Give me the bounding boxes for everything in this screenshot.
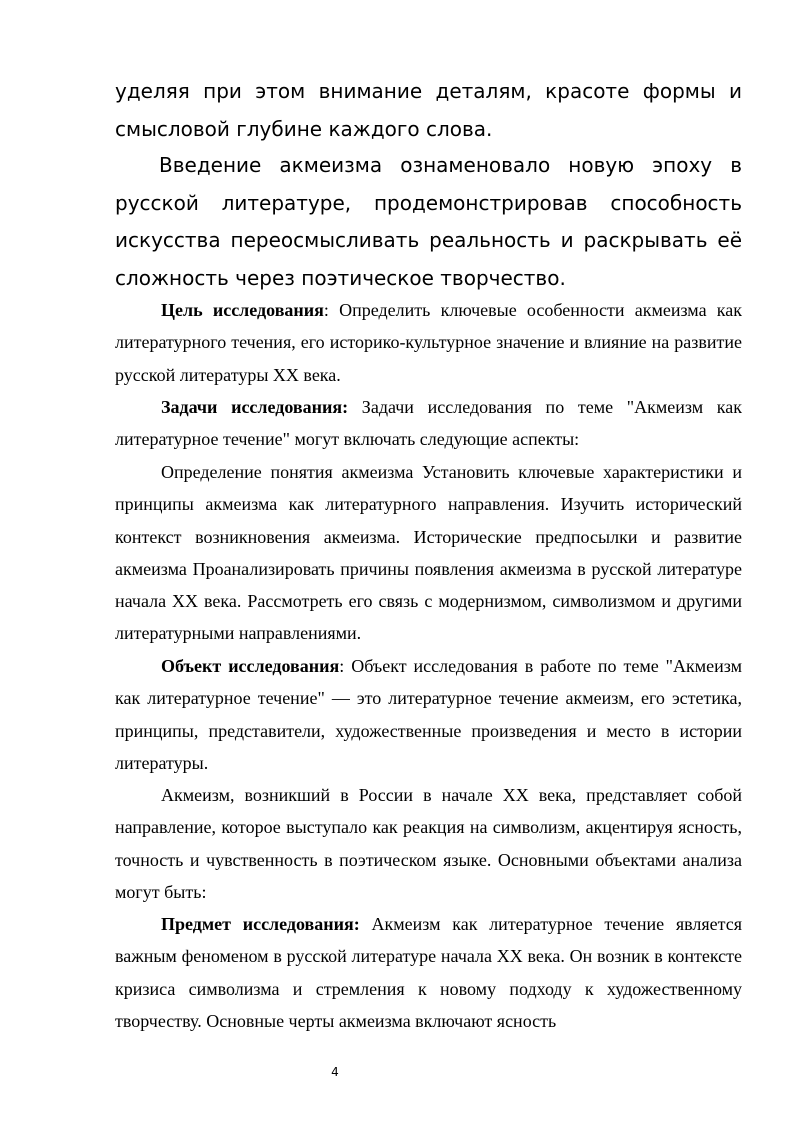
paragraph-acmeism-introduction: Введение акмеизма ознаменовало новую эпоху в русской литературе, продемонстрировав способность искусства переосмысливать реальность и раскрывать её сложность через поэтическое творчество. (115, 153, 742, 290)
paragraph-research-goal (115, 294, 742, 391)
paragraph-acmeism-reaction: Акмеизм, возникший в России в начале XX века, представляет собой направление, которое выступало как реакция на символизм, акцентируя ясность, точность и чувственность в поэтическом языке. Основными объектами анализа могут быть: (115, 785, 742, 902)
paragraph-research-object (115, 650, 742, 779)
research-goal-text: : Определить ключевые особенности акмеизма как литературного течения, его историко-культурное значение и влияние на развитие русской литературы XX века. (115, 300, 743, 385)
paragraph-continuation: уделяя при этом внимание деталям, красоте формы и смысловой глубине каждого слова. (115, 79, 742, 141)
research-subject-text: Акмеизм как литературное течение является важным феноменом в русской литературе начала XX века. Он возник в контексте кризиса символизма и стремления к новому подходу к художественному творчеству. Основные черты акмеизма включают ясность (115, 914, 743, 1031)
research-tasks-label: Задачи исследования: (161, 397, 349, 417)
paragraph-research-tasks (115, 391, 742, 456)
research-goal-label: Цель исследования (161, 300, 324, 320)
research-object-label: Объект исследования (161, 656, 340, 676)
research-subject-label: Предмет исследования: (161, 914, 360, 934)
research-tasks-text: Задачи исследования по теме "Акмеизм как литературное течение" могут включать следующие аспекты: (115, 397, 742, 450)
page-number: 4 (331, 1065, 339, 1079)
paragraph-research-subject (115, 908, 742, 1037)
research-object-text: : Объект исследования в работе по теме "Акмеизм как литературное течение" — это литературное течение акмеизм, его эстетика, принципы, представители, художественные произведения и место в истории литературы. (115, 656, 742, 773)
paragraph-tasks-details: Определение понятия акмеизма Установить ключевые характеристики и принципы акмеизма как литературного направления. Изучить исторический контекст возникновения акмеизма. Исторические предпосылки и развитие акмеизма Проанализировать причины появления акмеизма в русской литературе начала XX века. Рассмотреть его связь с модернизмом, символизмом и другими литературными направлениями. (115, 462, 742, 644)
